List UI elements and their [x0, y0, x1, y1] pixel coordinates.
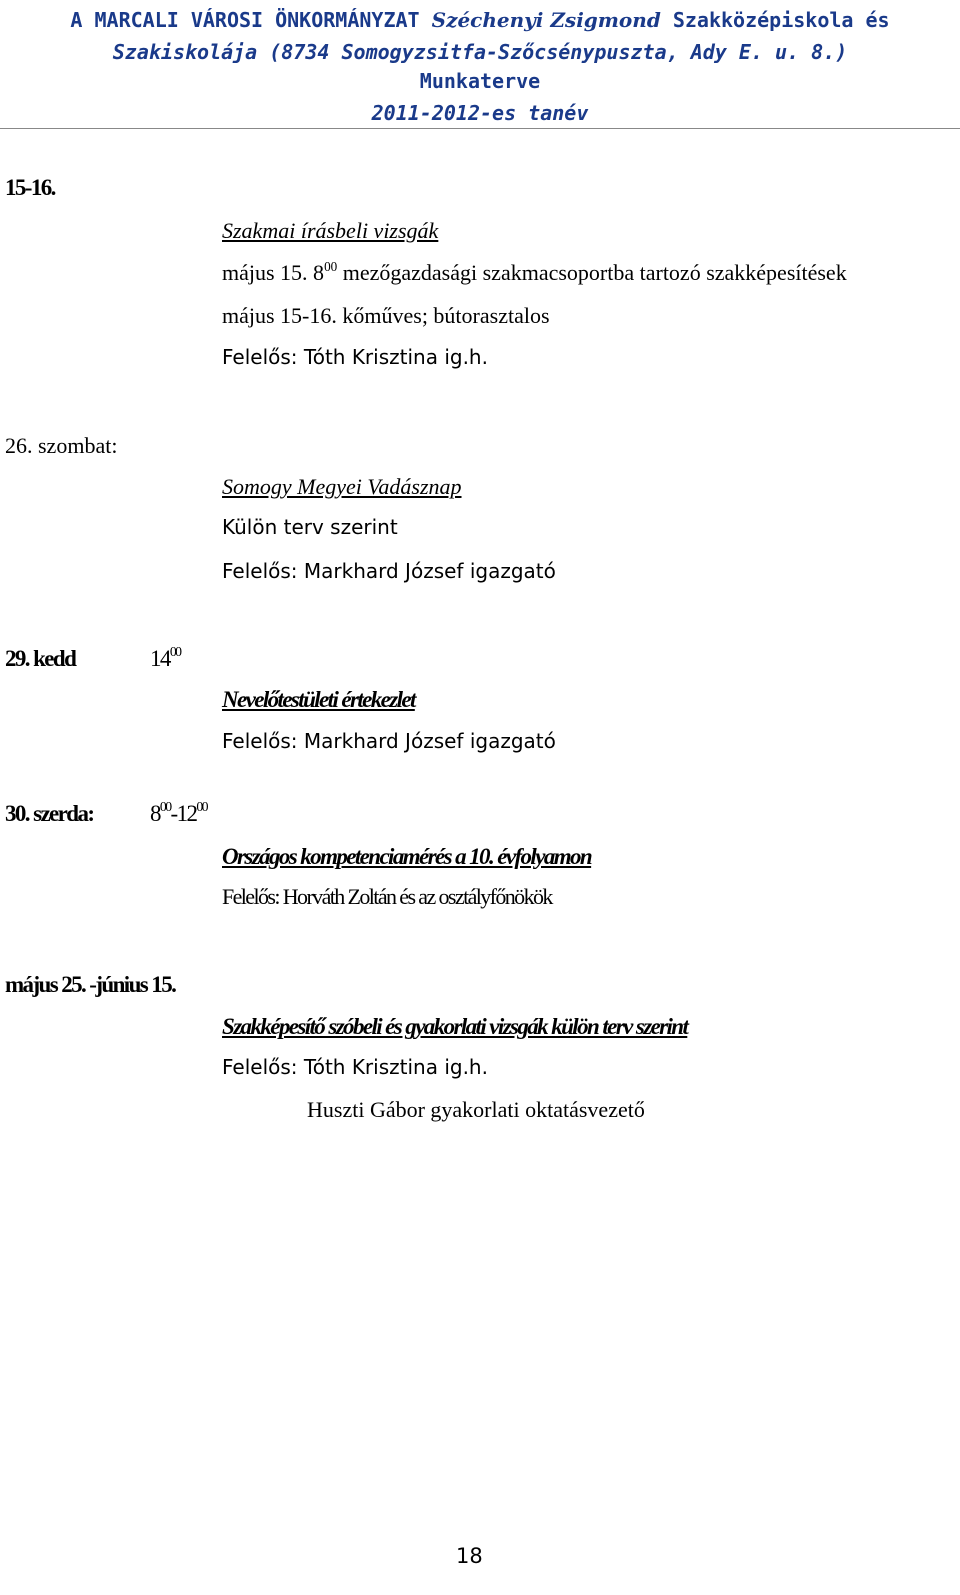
entry-3-responsible: Felelős: Markhard József igazgató [222, 729, 556, 753]
entry-4-time-sup-1: 00 [159, 799, 171, 815]
entry-3-time-sup: 00 [169, 644, 181, 660]
entry-1-line-1-b: mezőgazdasági szakmacsoportba tartozó szakképesítések [337, 260, 847, 285]
entry-1-line-1-a: május 15. 8 [222, 260, 325, 285]
entry-1-line-2: május 15-16. kőműves; bútorasztalos [222, 303, 550, 328]
document-header-line-3: Munkaterve [419, 69, 541, 93]
entry-2-title: Somogy Megyei Vadásznap [222, 474, 462, 499]
entry-4-time [150, 799, 207, 826]
entry-3-date: 29. kedd [5, 646, 76, 671]
entry-4-title: Országos kompetenciamérés a 10. évfolyamon [222, 844, 592, 869]
entry-4-time-sup-2: 00 [196, 799, 207, 815]
header-line1-a: A MARCALI VÁROSI ÖNKORMÁNYZAT [70, 8, 432, 32]
entry-1-line-1 [222, 258, 847, 285]
page-number: 18 [456, 1544, 483, 1568]
entry-4-responsible: Felelős: Horváth Zoltán és az osztályfőnökök [222, 884, 552, 909]
header-line1-c: Szakközépiskola és [660, 8, 890, 32]
header-divider [0, 128, 960, 129]
entry-5-responsible-2: Huszti Gábor gyakorlati oktatásvezető [307, 1097, 645, 1122]
header-school-name: Széchenyi Zsigmond [431, 8, 661, 32]
entry-2-responsible: Felelős: Markhard József igazgató [222, 559, 556, 583]
entry-3-time [150, 644, 181, 671]
entry-1-title: Szakmai írásbeli vizsgák [222, 218, 439, 243]
entry-2-line-1: Külön terv szerint [222, 515, 398, 539]
document-header-line-1 [0, 4, 960, 36]
entry-3-title: Nevelőtestületi értekezlet [222, 687, 415, 712]
entry-1-date: 15-16. [5, 175, 55, 200]
entry-4-time-start: 8 [150, 801, 160, 826]
entry-5-title: Szakképesítő szóbeli és gyakorlati vizsgák külön terv szerint [222, 1014, 688, 1039]
document-header-line-2: Szakiskolája (8734 Somogyzsitfa-Szőcsénypuszta, Ady E. u. 8.) [112, 40, 848, 64]
entry-5-date: május 25. -június 15. [5, 972, 176, 997]
entry-4-time-end: -12 [170, 801, 197, 826]
document-header-line-4: 2011-2012-es tanév [371, 101, 589, 125]
entry-3-time-hour: 14 [150, 646, 170, 671]
entry-2-date: 26. szombat: [5, 433, 118, 458]
entry-1-responsible: Felelős: Tóth Krisztina ig.h. [222, 345, 488, 369]
entry-1-line-1-sup: 00 [324, 258, 338, 274]
entry-4-date: 30. szerda: [5, 801, 94, 826]
entry-5-responsible: Felelős: Tóth Krisztina ig.h. [222, 1055, 488, 1079]
